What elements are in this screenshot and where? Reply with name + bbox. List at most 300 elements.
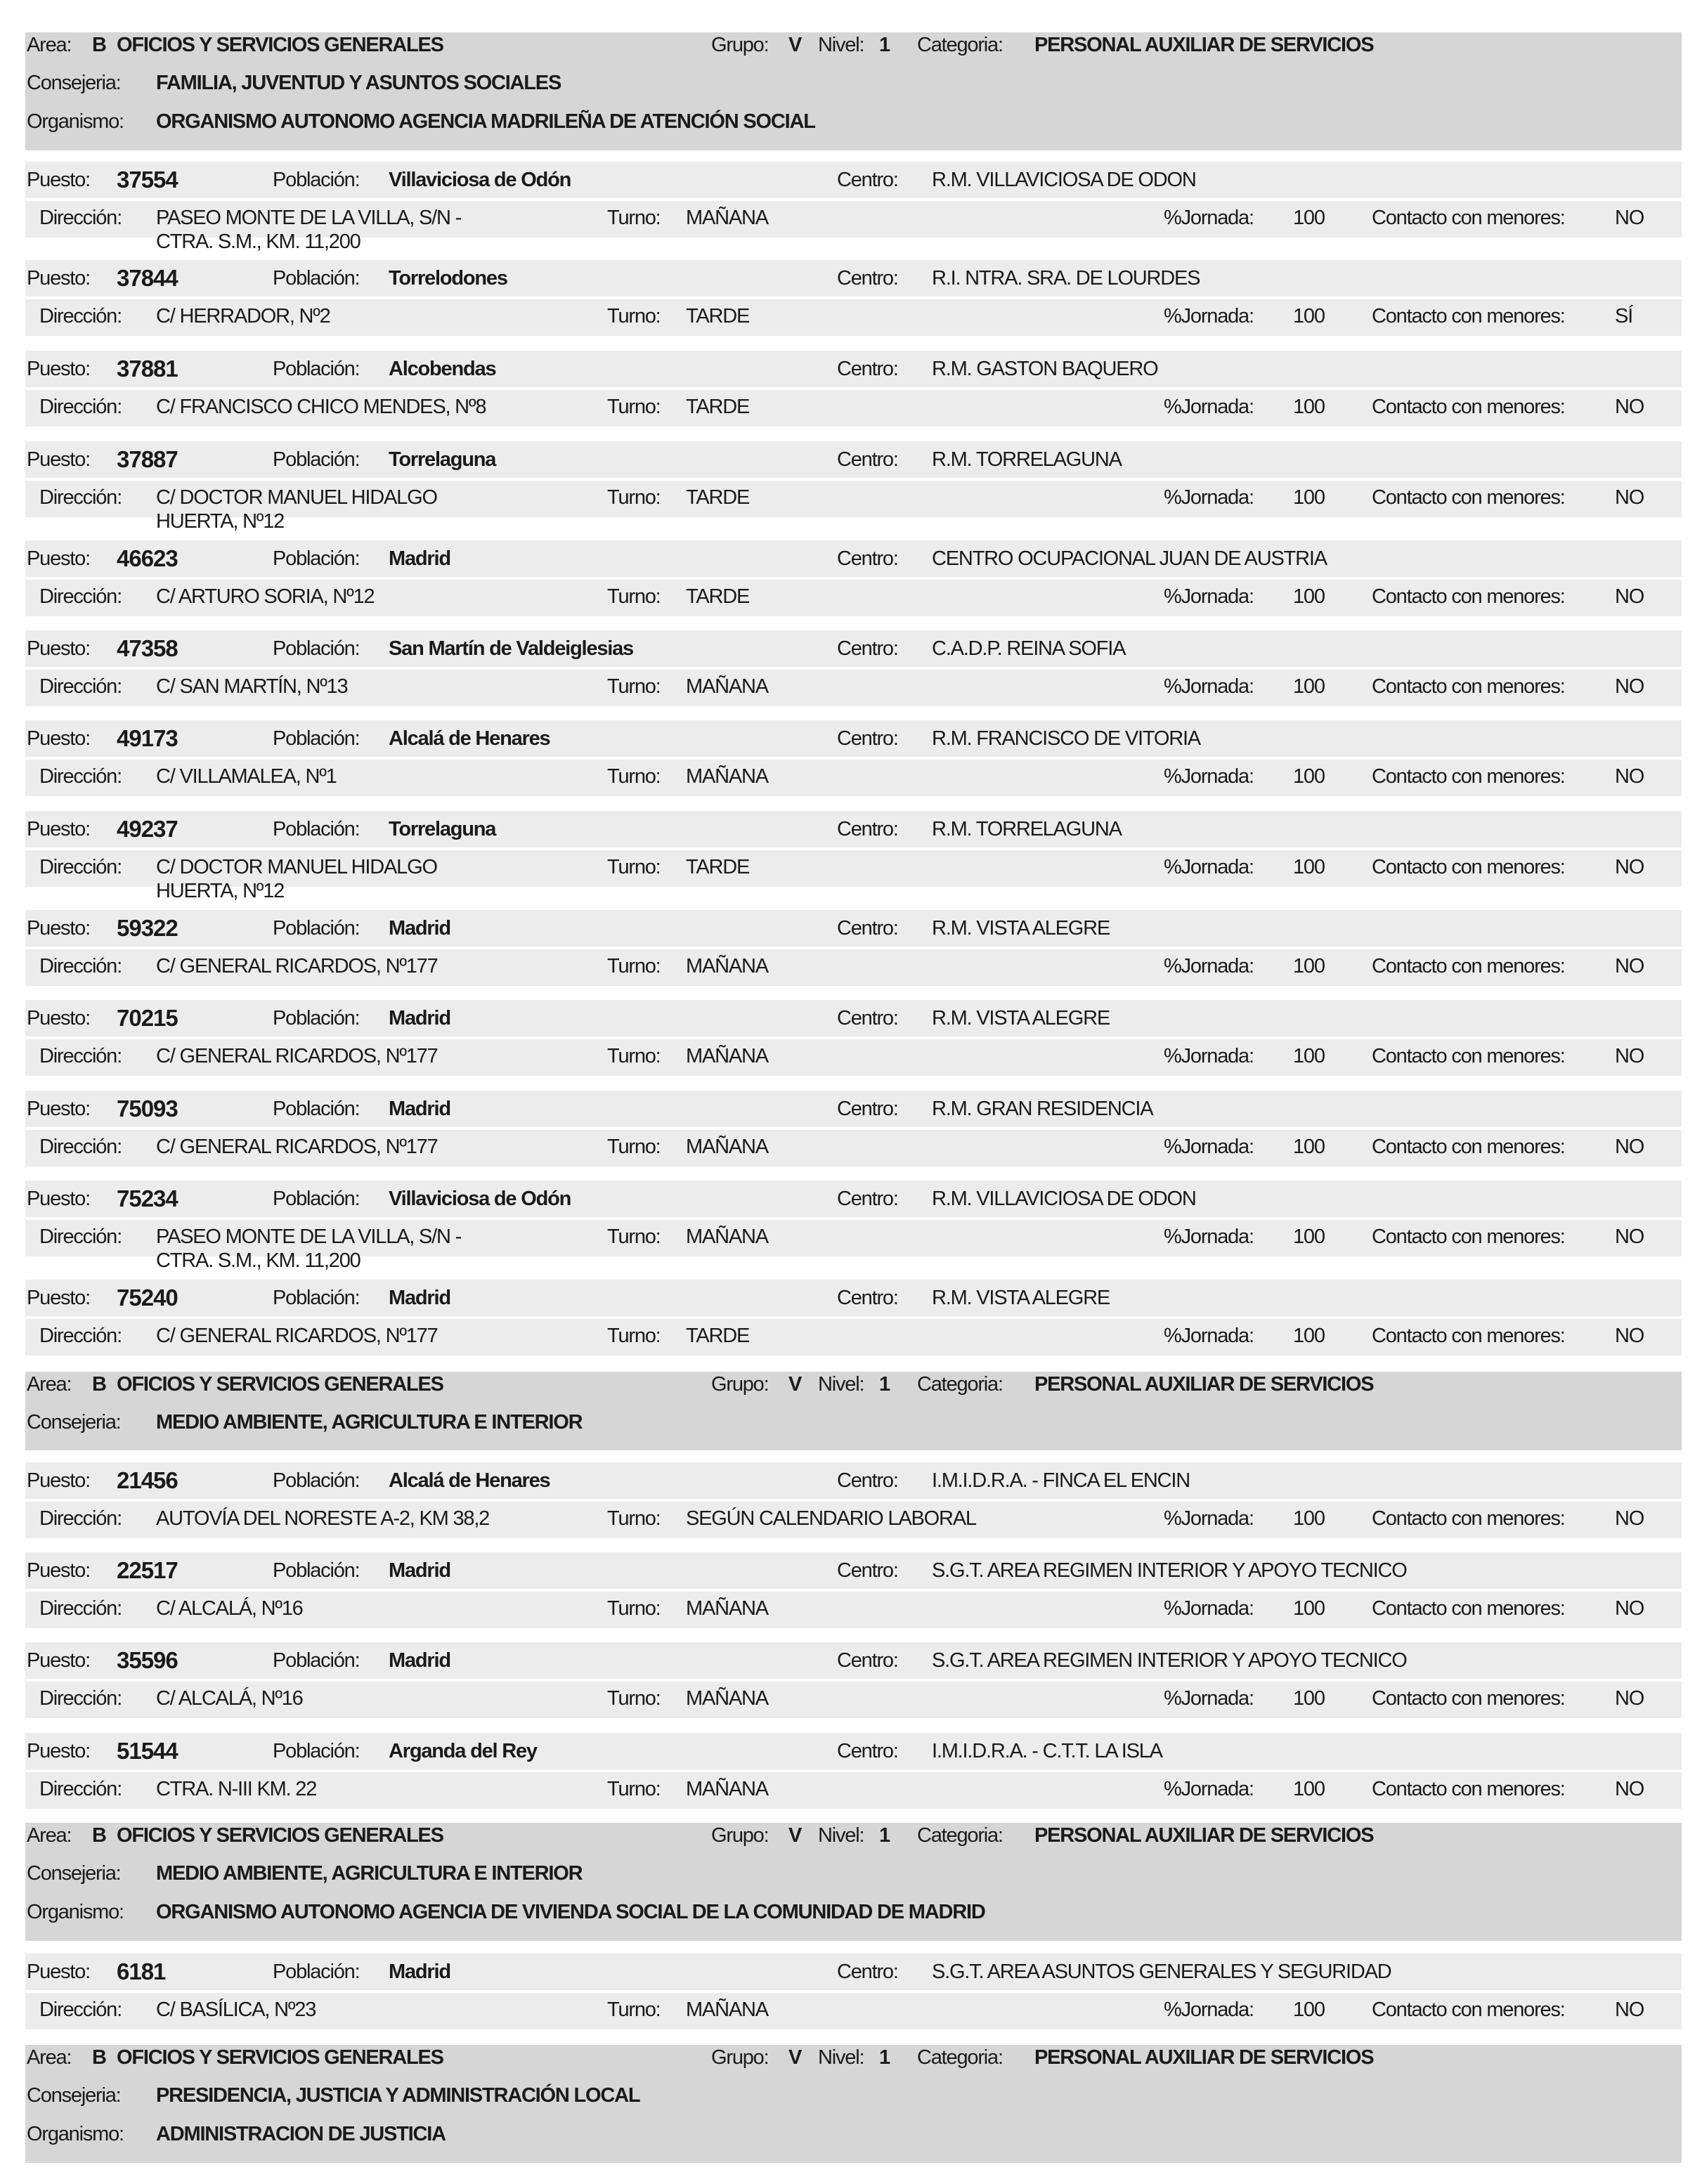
puesto-block xyxy=(25,540,1682,625)
turno-label: Turno: xyxy=(607,1778,661,1800)
puesto-number: 37881 xyxy=(117,356,178,382)
consejeria-value: PRESIDENCIA, JUSTICIA Y ADMINISTRACIÓN LOCAL xyxy=(156,2084,640,2107)
poblacion-value: Madrid xyxy=(389,547,450,570)
direccion-line: C/ GENERAL RICARDOS, Nº177 xyxy=(156,955,438,977)
direccion-label: Dirección: xyxy=(39,765,122,788)
section-header xyxy=(25,2045,1682,2163)
consejeria-label: Consejeria: xyxy=(27,72,121,94)
centro-value: S.G.T. AREA REGIMEN INTERIOR Y APOYO TECNICO xyxy=(932,1649,1407,1672)
turno-value: SEGÚN CALENDARIO LABORAL xyxy=(686,1507,976,1530)
grupo-value: V xyxy=(788,34,802,56)
area-label: Area: xyxy=(27,34,72,56)
centro-value: R.I. NTRA. SRA. DE LOURDES xyxy=(932,267,1200,290)
direccion-line: CTRA. S.M., KM. 11,200 xyxy=(156,230,361,253)
contacto-value: NO xyxy=(1615,585,1644,608)
puesto-block xyxy=(25,1462,1682,1547)
contacto-label: Contacto con menores: xyxy=(1372,486,1565,509)
jornada-label: %Jornada: xyxy=(1164,675,1254,698)
centro-value: R.M. VILLAVICIOSA DE ODON xyxy=(932,169,1196,191)
contacto-value: NO xyxy=(1615,1045,1644,1067)
jornada-label: %Jornada: xyxy=(1164,1136,1254,1158)
direccion-line: CTRA. N-III KM. 22 xyxy=(156,1778,317,1800)
poblacion-label: Población: xyxy=(273,1469,360,1492)
centro-label: Centro: xyxy=(837,727,898,750)
poblacion-label: Población: xyxy=(273,917,360,940)
poblacion-value: Villaviciosa de Odón xyxy=(389,169,571,191)
jornada-value: 100 xyxy=(1293,955,1325,977)
centro-label: Centro: xyxy=(837,448,898,471)
direccion-line: C/ GENERAL RICARDOS, Nº177 xyxy=(156,1045,438,1067)
grupo-value: V xyxy=(788,1824,802,1847)
puesto-label: Puesto: xyxy=(27,448,90,471)
poblacion-label: Población: xyxy=(273,1287,360,1309)
contacto-label: Contacto con menores: xyxy=(1372,955,1565,977)
jornada-value: 100 xyxy=(1293,1998,1325,2021)
jornada-label: %Jornada: xyxy=(1164,486,1254,509)
jornada-value: 100 xyxy=(1293,207,1325,229)
puesto-row xyxy=(25,910,1682,947)
direccion-line: HUERTA, Nº12 xyxy=(156,880,285,902)
puesto-row xyxy=(25,1462,1682,1499)
contacto-label: Contacto con menores: xyxy=(1372,1778,1565,1800)
poblacion-label: Población: xyxy=(273,1740,360,1762)
jornada-label: %Jornada: xyxy=(1164,765,1254,788)
centro-value: S.G.T. AREA REGIMEN INTERIOR Y APOYO TECNICO xyxy=(932,1559,1407,1582)
nivel-label: Nivel: xyxy=(818,1824,864,1847)
jornada-value: 100 xyxy=(1293,1778,1325,1800)
turno-label: Turno: xyxy=(607,1687,661,1710)
puesto-row xyxy=(25,540,1682,577)
centro-label: Centro: xyxy=(837,1649,898,1672)
puesto-number: 51544 xyxy=(117,1738,178,1764)
contacto-value: NO xyxy=(1615,1325,1644,1347)
puesto-number: 21456 xyxy=(117,1467,178,1493)
direccion-line: C/ HERRADOR, Nº2 xyxy=(156,305,330,327)
organismo-value: ORGANISMO AUTONOMO AGENCIA MADRILEÑA DE ATENCIÓN SOCIAL xyxy=(156,110,815,133)
turno-value: MAÑANA xyxy=(686,675,768,698)
area-name: OFICIOS Y SERVICIOS GENERALES xyxy=(117,2046,443,2069)
direccion-line: HUERTA, Nº12 xyxy=(156,510,285,533)
centro-value: C.A.D.P. REINA SOFIA xyxy=(932,637,1126,660)
centro-value: R.M. VISTA ALEGRE xyxy=(932,917,1110,940)
centro-value: R.M. GASTON BAQUERO xyxy=(932,358,1158,380)
puesto-row xyxy=(25,1954,1682,1990)
contacto-label: Contacto con menores: xyxy=(1372,396,1565,418)
jornada-label: %Jornada: xyxy=(1164,1045,1254,1067)
direccion-label: Dirección: xyxy=(39,1998,122,2021)
contacto-label: Contacto con menores: xyxy=(1372,1136,1565,1158)
puesto-block xyxy=(25,1552,1682,1637)
jornada-label: %Jornada: xyxy=(1164,1226,1254,1248)
turno-value: MAÑANA xyxy=(686,207,768,229)
contacto-value: NO xyxy=(1615,856,1644,878)
poblacion-label: Población: xyxy=(273,1559,360,1582)
jornada-label: %Jornada: xyxy=(1164,1507,1254,1530)
poblacion-label: Población: xyxy=(273,169,360,191)
poblacion-value: Madrid xyxy=(389,1559,450,1582)
jornada-label: %Jornada: xyxy=(1164,1597,1254,1620)
turno-value: TARDE xyxy=(686,305,750,327)
section-header xyxy=(25,32,1682,150)
jornada-value: 100 xyxy=(1293,675,1325,698)
turno-value: TARDE xyxy=(686,1325,750,1347)
poblacion-value: San Martín de Valdeiglesias xyxy=(389,637,633,660)
area-label: Area: xyxy=(27,2046,72,2069)
direccion-label: Dirección: xyxy=(39,1226,122,1248)
direccion-label: Dirección: xyxy=(39,675,122,698)
contacto-label: Contacto con menores: xyxy=(1372,1597,1565,1620)
puesto-label: Puesto: xyxy=(27,1007,90,1029)
poblacion-value: Madrid xyxy=(389,1961,450,1983)
centro-label: Centro: xyxy=(837,818,898,840)
centro-value: R.M. TORRELAGUNA xyxy=(932,818,1122,840)
direccion-line: AUTOVÍA DEL NORESTE A-2, KM 38,2 xyxy=(156,1507,490,1530)
contacto-label: Contacto con menores: xyxy=(1372,1226,1565,1248)
jornada-label: %Jornada: xyxy=(1164,1998,1254,2021)
turno-label: Turno: xyxy=(607,207,661,229)
direccion-line: C/ GENERAL RICARDOS, Nº177 xyxy=(156,1325,438,1347)
area-name: OFICIOS Y SERVICIOS GENERALES xyxy=(117,1373,443,1396)
area-name: OFICIOS Y SERVICIOS GENERALES xyxy=(117,1824,443,1847)
contacto-label: Contacto con menores: xyxy=(1372,207,1565,229)
turno-label: Turno: xyxy=(607,396,661,418)
jornada-value: 100 xyxy=(1293,856,1325,878)
turno-value: MAÑANA xyxy=(686,1597,768,1620)
puesto-row xyxy=(25,351,1682,387)
puesto-label: Puesto: xyxy=(27,727,90,750)
centro-value: I.M.I.D.R.A. - FINCA EL ENCIN xyxy=(932,1469,1190,1492)
contacto-value: NO xyxy=(1615,675,1644,698)
puesto-block xyxy=(25,162,1682,253)
centro-label: Centro: xyxy=(837,1007,898,1029)
contacto-value: SÍ xyxy=(1615,305,1632,327)
poblacion-value: Villaviciosa de Odón xyxy=(389,1188,571,1210)
contacto-label: Contacto con menores: xyxy=(1372,856,1565,878)
poblacion-label: Población: xyxy=(273,727,360,750)
puesto-block xyxy=(25,441,1682,533)
centro-value: R.M. TORRELAGUNA xyxy=(932,448,1122,471)
centro-value: R.M. GRAN RESIDENCIA xyxy=(932,1098,1153,1120)
puesto-number: 75240 xyxy=(117,1285,178,1311)
organismo-label: Organismo: xyxy=(27,1901,124,1923)
contacto-label: Contacto con menores: xyxy=(1372,765,1565,788)
puesto-block xyxy=(25,630,1682,715)
organismo-label: Organismo: xyxy=(27,110,124,133)
turno-label: Turno: xyxy=(607,1325,661,1347)
consejeria-value: FAMILIA, JUVENTUD Y ASUNTOS SOCIALES xyxy=(156,72,561,94)
turno-label: Turno: xyxy=(607,765,661,788)
area-name: OFICIOS Y SERVICIOS GENERALES xyxy=(117,34,443,56)
direccion-label: Dirección: xyxy=(39,305,122,327)
puesto-number: 49173 xyxy=(117,725,178,751)
centro-label: Centro: xyxy=(837,1287,898,1309)
direccion-label: Dirección: xyxy=(39,1045,122,1067)
section-header xyxy=(25,1823,1682,1941)
turno-value: MAÑANA xyxy=(686,1778,768,1800)
contacto-value: NO xyxy=(1615,1226,1644,1248)
centro-value: R.M. FRANCISCO DE VITORIA xyxy=(932,727,1200,750)
area-code: B xyxy=(92,34,106,56)
contacto-label: Contacto con menores: xyxy=(1372,585,1565,608)
turno-value: TARDE xyxy=(686,396,750,418)
consejeria-label: Consejeria: xyxy=(27,1411,121,1434)
direccion-label: Dirección: xyxy=(39,1687,122,1710)
poblacion-label: Población: xyxy=(273,267,360,290)
turno-value: MAÑANA xyxy=(686,955,768,977)
direccion-label: Dirección: xyxy=(39,1325,122,1347)
poblacion-label: Población: xyxy=(273,1961,360,1983)
categoria-label: Categoria: xyxy=(917,2046,1003,2069)
categoria-label: Categoria: xyxy=(917,34,1003,56)
direccion-label: Dirección: xyxy=(39,486,122,509)
puesto-row xyxy=(25,1280,1682,1316)
centro-label: Centro: xyxy=(837,1740,898,1762)
poblacion-value: Alcalá de Henares xyxy=(389,727,550,750)
area-code: B xyxy=(92,1824,106,1847)
jornada-label: %Jornada: xyxy=(1164,1325,1254,1347)
turno-label: Turno: xyxy=(607,1507,661,1530)
organismo-label: Organismo: xyxy=(27,2123,124,2145)
poblacion-value: Madrid xyxy=(389,1649,450,1672)
contacto-value: NO xyxy=(1615,1998,1644,2021)
jornada-value: 100 xyxy=(1293,486,1325,509)
jornada-value: 100 xyxy=(1293,1226,1325,1248)
centro-label: Centro: xyxy=(837,1559,898,1582)
centro-value: S.G.T. AREA ASUNTOS GENERALES Y SEGURIDAD xyxy=(932,1961,1391,1983)
jornada-value: 100 xyxy=(1293,1687,1325,1710)
direccion-line: C/ VILLAMALEA, Nº1 xyxy=(156,765,337,788)
puesto-number: 49237 xyxy=(117,816,178,842)
categoria-label: Categoria: xyxy=(917,1824,1003,1847)
organismo-value: ADMINISTRACION DE JUSTICIA xyxy=(156,2123,446,2145)
poblacion-value: Alcalá de Henares xyxy=(389,1469,550,1492)
poblacion-label: Población: xyxy=(273,448,360,471)
direccion-line: C/ ARTURO SORIA, Nº12 xyxy=(156,585,375,608)
turno-label: Turno: xyxy=(607,856,661,878)
poblacion-label: Población: xyxy=(273,358,360,380)
puesto-block xyxy=(25,1642,1682,1727)
centro-value: I.M.I.D.R.A. - C.T.T. LA ISLA xyxy=(932,1740,1162,1762)
centro-value: CENTRO OCUPACIONAL JUAN DE AUSTRIA xyxy=(932,547,1327,570)
jornada-label: %Jornada: xyxy=(1164,396,1254,418)
jornada-value: 100 xyxy=(1293,1045,1325,1067)
grupo-value: V xyxy=(788,2046,802,2069)
puesto-number: 37887 xyxy=(117,446,178,472)
contacto-value: NO xyxy=(1615,1136,1644,1158)
direccion-line: C/ GENERAL RICARDOS, Nº177 xyxy=(156,1136,438,1158)
consejeria-value: MEDIO AMBIENTE, AGRICULTURA E INTERIOR xyxy=(156,1862,583,1885)
consejeria-label: Consejeria: xyxy=(27,2084,121,2107)
puesto-block xyxy=(25,1954,1682,2038)
puesto-label: Puesto: xyxy=(27,267,90,290)
centro-label: Centro: xyxy=(837,169,898,191)
puesto-label: Puesto: xyxy=(27,1649,90,1672)
categoria-value: PERSONAL AUXILIAR DE SERVICIOS xyxy=(1034,1824,1374,1847)
direccion-label: Dirección: xyxy=(39,1136,122,1158)
area-label: Area: xyxy=(27,1824,72,1847)
turno-value: MAÑANA xyxy=(686,765,768,788)
poblacion-label: Población: xyxy=(273,1188,360,1210)
poblacion-label: Población: xyxy=(273,637,360,660)
nivel-value: 1 xyxy=(879,34,890,56)
direccion-label: Dirección: xyxy=(39,1597,122,1620)
direccion-line: C/ ALCALÁ, Nº16 xyxy=(156,1597,303,1620)
nivel-value: 1 xyxy=(879,1824,890,1847)
puesto-label: Puesto: xyxy=(27,1188,90,1210)
turno-value: MAÑANA xyxy=(686,1687,768,1710)
puesto-label: Puesto: xyxy=(27,1287,90,1309)
categoria-label: Categoria: xyxy=(917,1373,1003,1396)
nivel-value: 1 xyxy=(879,1373,890,1396)
centro-label: Centro: xyxy=(837,1469,898,1492)
puesto-label: Puesto: xyxy=(27,1469,90,1492)
poblacion-value: Arganda del Rey xyxy=(389,1740,537,1762)
puesto-label: Puesto: xyxy=(27,169,90,191)
contacto-label: Contacto con menores: xyxy=(1372,305,1565,327)
puesto-row xyxy=(25,162,1682,198)
centro-value: R.M. VILLAVICIOSA DE ODON xyxy=(932,1188,1196,1210)
puesto-label: Puesto: xyxy=(27,1559,90,1582)
poblacion-value: Madrid xyxy=(389,1287,450,1309)
jornada-label: %Jornada: xyxy=(1164,1687,1254,1710)
contacto-label: Contacto con menores: xyxy=(1372,1687,1565,1710)
poblacion-value: Madrid xyxy=(389,917,450,940)
puesto-row xyxy=(25,260,1682,297)
turno-value: TARDE xyxy=(686,585,750,608)
contacto-label: Contacto con menores: xyxy=(1372,1045,1565,1067)
consejeria-value: MEDIO AMBIENTE, AGRICULTURA E INTERIOR xyxy=(156,1411,583,1434)
contacto-value: NO xyxy=(1615,955,1644,977)
turno-label: Turno: xyxy=(607,1136,661,1158)
puesto-row xyxy=(25,1552,1682,1589)
contacto-value: NO xyxy=(1615,765,1644,788)
contacto-label: Contacto con menores: xyxy=(1372,1998,1565,2021)
puesto-row xyxy=(25,811,1682,847)
centro-label: Centro: xyxy=(837,637,898,660)
direccion-line: C/ BASÍLICA, Nº23 xyxy=(156,1998,316,2021)
puesto-row xyxy=(25,630,1682,667)
direccion-label: Dirección: xyxy=(39,856,122,878)
puesto-number: 37844 xyxy=(117,265,178,291)
jornada-value: 100 xyxy=(1293,305,1325,327)
area-label: Area: xyxy=(27,1373,72,1396)
turno-value: TARDE xyxy=(686,486,750,509)
puesto-block xyxy=(25,1733,1682,1817)
poblacion-value: Madrid xyxy=(389,1007,450,1029)
turno-label: Turno: xyxy=(607,1045,661,1067)
turno-value: MAÑANA xyxy=(686,1226,768,1248)
categoria-value: PERSONAL AUXILIAR DE SERVICIOS xyxy=(1034,34,1374,56)
poblacion-label: Población: xyxy=(273,1649,360,1672)
turno-label: Turno: xyxy=(607,955,661,977)
area-code: B xyxy=(92,2046,106,2069)
puesto-row xyxy=(25,1642,1682,1679)
direccion-line: C/ DOCTOR MANUEL HIDALGO xyxy=(156,856,437,878)
grupo-value: V xyxy=(788,1373,802,1396)
contacto-value: NO xyxy=(1615,1597,1644,1620)
centro-label: Centro: xyxy=(837,1098,898,1120)
turno-label: Turno: xyxy=(607,486,661,509)
puesto-number: 37554 xyxy=(117,167,178,193)
jornada-value: 100 xyxy=(1293,765,1325,788)
direccion-label: Dirección: xyxy=(39,396,122,418)
centro-label: Centro: xyxy=(837,1961,898,1983)
direccion-label: Dirección: xyxy=(39,955,122,977)
turno-value: TARDE xyxy=(686,856,750,878)
puesto-row xyxy=(25,720,1682,757)
jornada-label: %Jornada: xyxy=(1164,955,1254,977)
centro-label: Centro: xyxy=(837,267,898,290)
grupo-label: Grupo: xyxy=(711,34,769,56)
puesto-number: 6181 xyxy=(117,1958,166,1984)
puesto-block xyxy=(25,910,1682,994)
direccion-label: Dirección: xyxy=(39,207,122,229)
puesto-label: Puesto: xyxy=(27,818,90,840)
poblacion-label: Población: xyxy=(273,1007,360,1029)
puesto-block xyxy=(25,811,1682,902)
centro-label: Centro: xyxy=(837,917,898,940)
direccion-line: C/ ALCALÁ, Nº16 xyxy=(156,1687,303,1710)
puesto-number: 35596 xyxy=(117,1647,178,1673)
consejeria-label: Consejeria: xyxy=(27,1862,121,1885)
puesto-number: 22517 xyxy=(117,1557,178,1583)
contacto-value: NO xyxy=(1615,396,1644,418)
turno-label: Turno: xyxy=(607,1998,661,2021)
puesto-number: 70215 xyxy=(117,1005,178,1031)
grupo-label: Grupo: xyxy=(711,2046,769,2069)
categoria-value: PERSONAL AUXILIAR DE SERVICIOS xyxy=(1034,2046,1374,2069)
contacto-label: Contacto con menores: xyxy=(1372,1507,1565,1530)
puesto-row xyxy=(25,441,1682,478)
puesto-block xyxy=(25,260,1682,344)
turno-label: Turno: xyxy=(607,305,661,327)
turno-label: Turno: xyxy=(607,585,661,608)
direccion-line: C/ SAN MARTÍN, Nº13 xyxy=(156,675,348,698)
contacto-value: NO xyxy=(1615,207,1644,229)
contacto-value: NO xyxy=(1615,486,1644,509)
poblacion-label: Población: xyxy=(273,547,360,570)
turno-value: MAÑANA xyxy=(686,1998,768,2021)
jornada-label: %Jornada: xyxy=(1164,856,1254,878)
nivel-label: Nivel: xyxy=(818,1373,864,1396)
nivel-value: 1 xyxy=(879,2046,890,2069)
puesto-label: Puesto: xyxy=(27,358,90,380)
poblacion-value: Torrelaguna xyxy=(389,818,496,840)
grupo-label: Grupo: xyxy=(711,1373,769,1396)
puesto-block xyxy=(25,1181,1682,1272)
puesto-label: Puesto: xyxy=(27,1740,90,1762)
puesto-row xyxy=(25,1181,1682,1217)
centro-label: Centro: xyxy=(837,358,898,380)
section-header xyxy=(25,1372,1682,1450)
puesto-label: Puesto: xyxy=(27,637,90,660)
nivel-label: Nivel: xyxy=(818,2046,864,2069)
contacto-label: Contacto con menores: xyxy=(1372,675,1565,698)
contacto-value: NO xyxy=(1615,1687,1644,1710)
direccion-line: PASEO MONTE DE LA VILLA, S/N - xyxy=(156,207,462,229)
puesto-number: 75234 xyxy=(117,1185,178,1211)
contacto-value: NO xyxy=(1615,1778,1644,1800)
centro-label: Centro: xyxy=(837,1188,898,1210)
contacto-label: Contacto con menores: xyxy=(1372,1325,1565,1347)
direccion-line: C/ FRANCISCO CHICO MENDES, Nº8 xyxy=(156,396,486,418)
puesto-label: Puesto: xyxy=(27,1098,90,1120)
centro-label: Centro: xyxy=(837,547,898,570)
turno-label: Turno: xyxy=(607,675,661,698)
poblacion-value: Torrelaguna xyxy=(389,448,496,471)
poblacion-value: Torrelodones xyxy=(389,267,507,290)
centro-value: R.M. VISTA ALEGRE xyxy=(932,1007,1110,1029)
